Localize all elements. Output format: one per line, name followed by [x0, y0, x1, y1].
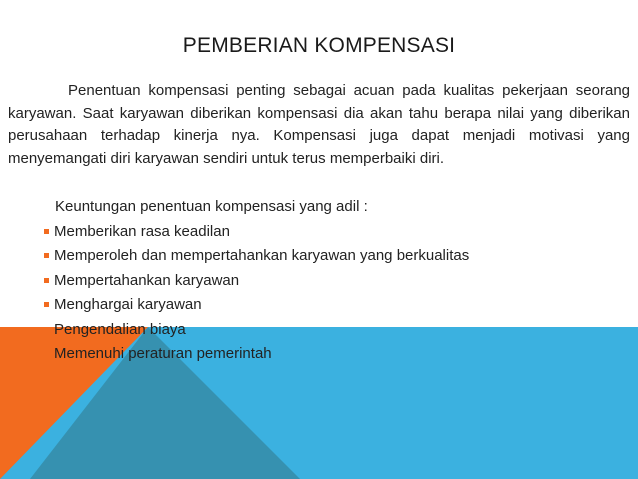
- list-item-text: Menghargai karyawan: [54, 296, 202, 314]
- square-bullet-icon: [44, 278, 49, 283]
- square-bullet-icon: [44, 302, 49, 307]
- list-item: [44, 293, 469, 318]
- slide-title: PEMBERIAN KOMPENSASI: [182, 34, 456, 57]
- list-item: [44, 219, 469, 244]
- list-item: [44, 244, 469, 269]
- square-bullet-icon: [44, 351, 49, 356]
- list-item-text: Memberikan rasa keadilan: [54, 222, 230, 240]
- square-bullet-icon: [44, 253, 49, 258]
- list-item-text: Memperoleh dan mempertahankan karyawan yang berkualitas: [54, 247, 470, 265]
- square-bullet-icon: [44, 229, 49, 234]
- list-item-text: Mempertahankan karyawan: [54, 271, 240, 289]
- list-item-text: Memenuhi peraturan pemerintah: [54, 345, 272, 363]
- intro-paragraph: Penentuan kompensasi penting sebagai acuan pada kualitas pekerjaan seorang karyawan. Saat karyawan diberikan kompensasi dia akan tahu berapa nilai yang diberikan perusahaan terhadap kinerja nya. Kompensasi juga dapat menjadi motivasi yang menyemangati diri karyawan sendiri untuk terus memperbaiki diri.: [8, 82, 630, 167]
- list-item: [44, 342, 469, 367]
- list-item: [44, 317, 469, 342]
- square-bullet-icon: [44, 327, 49, 332]
- benefits-list: [44, 219, 469, 366]
- list-heading: Keuntungan penentuan kompensasi yang adil :: [55, 198, 368, 215]
- list-item: [44, 268, 469, 293]
- list-item-text: Pengendalian biaya: [54, 320, 186, 338]
